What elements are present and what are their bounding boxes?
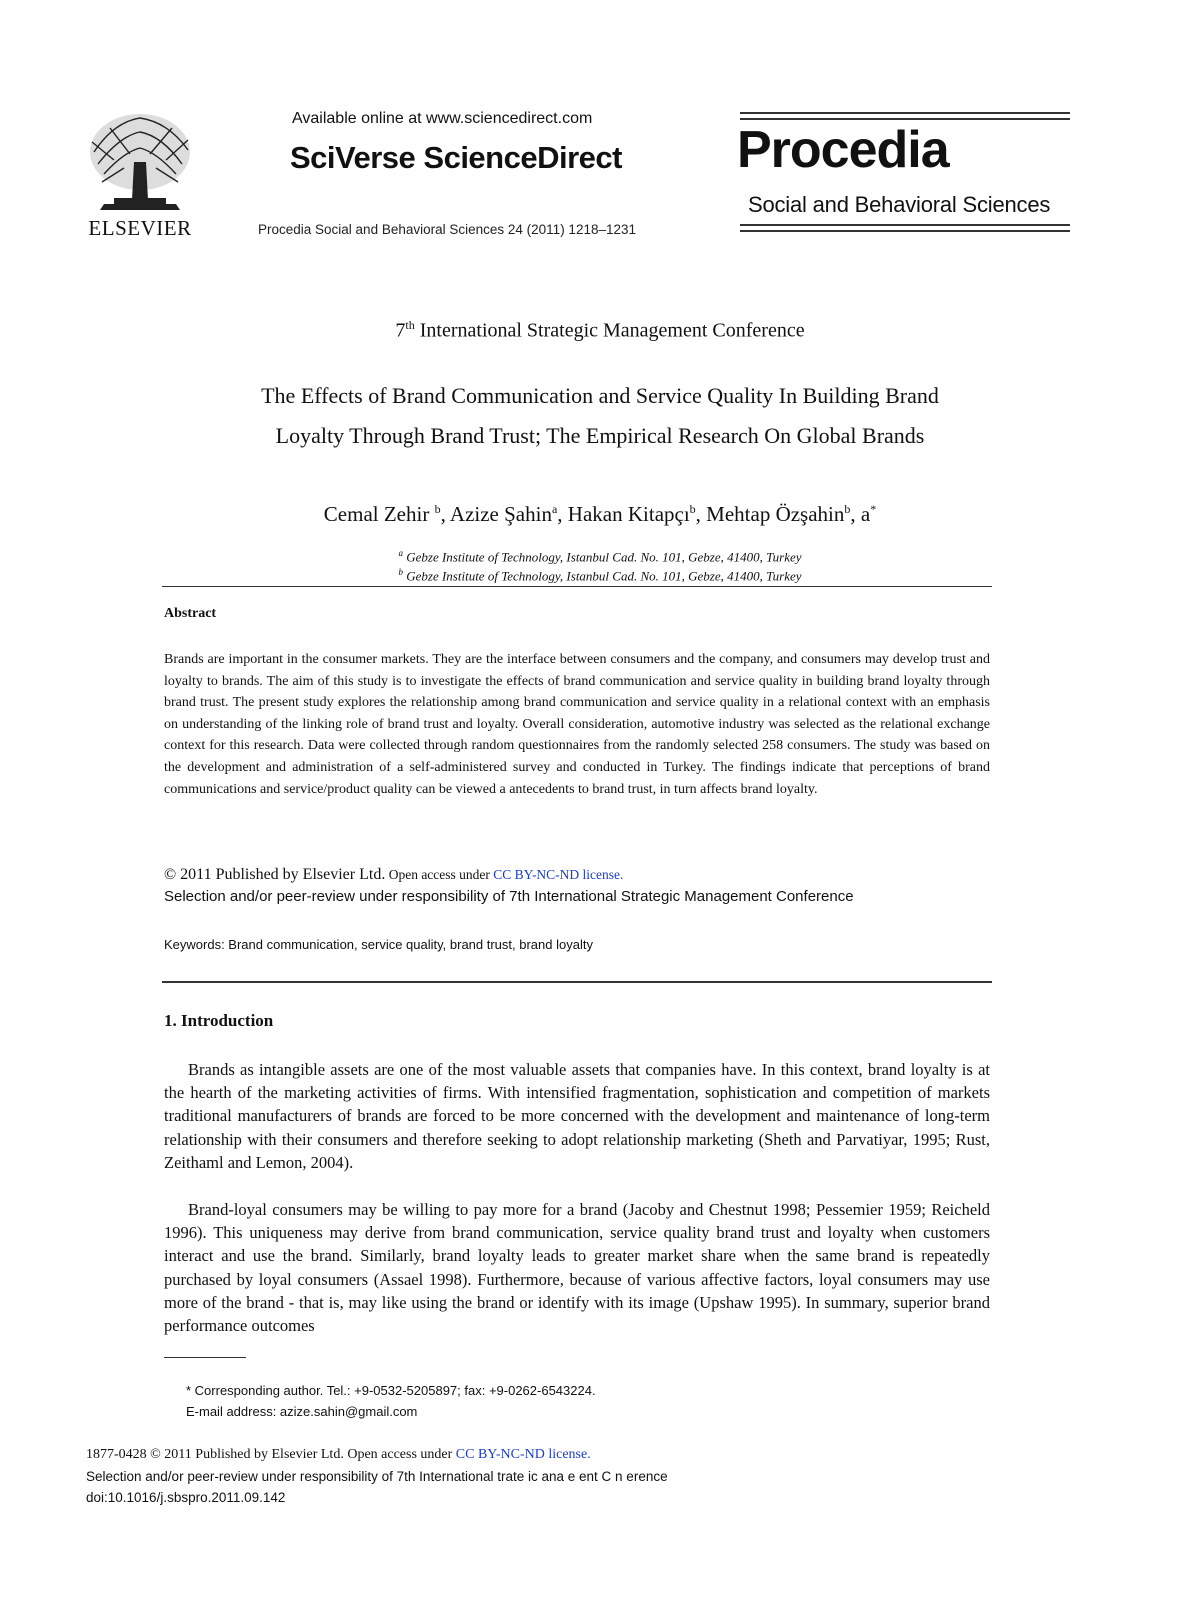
footnote-rule [164,1357,246,1358]
affiliation-b: $^b$ Gebze Institute of Technology, Istanbul Cad. No. 101, Gebze, 41400, Turkey [398,567,802,584]
procedia-rule-top-2 [740,118,1070,120]
abstract-heading: Abstract [164,606,217,621]
elsevier-tree-logo [84,112,196,212]
copyright-line: © 2011 Published by Elsevier Ltd. Open access under CC BY-NC-ND license. [164,866,624,883]
license-link[interactable]: CC BY-NC-ND license. [493,867,624,882]
procedia-rule-top-1 [740,112,1070,114]
elsevier-wordmark: ELSEVIER [88,216,192,240]
intro-paragraph-1: Brands as intangible assets are one of the most valuable assets that companies have. In this context, brand loyalty is at the hearth of the marketing activities of firms. With intensified fragmentation, sophistication and competition of markets traditional manufacturers of brands are forced to be more concerned with the development and maintenance of long-term relationship with their consumers and therefore seeking to adopt relationship marketing (Sheth and Parvatiyar, 1995; Rust, Zeithaml and Lemon, 2004). [164,1060,990,1172]
journal-reference: Procedia Social and Behavioral Sciences 24 (2011) 1218–1231 [258,222,637,237]
footer-peer-review: Selection and/or peer-review under responsibility of 7th International trate ic ana e ent C n erence [86,1469,668,1484]
section-heading-introduction: 1. Introduction [164,1011,274,1030]
affiliation-a: $^a$ Gebze Institute of Technology, Istanbul Cad. No. 101, Gebze, 41400, Turkey [398,548,802,565]
paper-title-line-2: Loyalty Through Brand Trust; The Empirical Research On Global Brands [275,423,925,448]
issn-copyright-footer: 1877-0428 © 2011 Published by Elsevier Ltd. Open access under CC BY-NC-ND license. [86,1447,591,1462]
procedia-subtitle: Social and Behavioral Sciences [748,192,1051,217]
paper-title-line-1: The Effects of Brand Communication and Service Quality In Building Brand [261,383,939,408]
divider-rule [162,586,992,587]
procedia-rule-bottom-2 [740,230,1070,232]
doi[interactable]: doi:10.1016/j.sbspro.2011.09.142 [86,1490,286,1505]
conference-name: 7th International Strategic Management Conference [395,318,805,342]
author-list: Cemal Zehir $^b$, Azize Şahin$^a$, Hakan Kitapçı$^b$, Mehtap Özşahin$^b$, a* [323,502,877,526]
divider-rule-thick [162,981,992,983]
intro-paragraph-2: Brand-loyal consumers may be willing to pay more for a brand (Jacoby and Chestnut 1998; Pessemier 1959; Reicheld 1996). This uniqueness may derive from brand communication, service quality brand trust and loyalty when customers interact and use the brand. Similarly, brand loyalty leads to greater market share when the same brand is repeatedly purchased by loyal consumers (Assael 1998). Furthermore, because of various affective factors, loyal consumers may use more of the brand - that is, may like using the brand or identify with its image (Upshaw 1995). In summary, superior brand performance outcomes [164,1200,990,1336]
sciverse-sciencedirect-logo: SciVerse ScienceDirect [290,140,622,175]
corresponding-author-footnote: * Corresponding author. Tel.: +9-0532-5205897; fax: +9-0262-6543224. [186,1383,596,1398]
procedia-rule-bottom-1 [740,224,1070,226]
paper-title [100,376,1100,456]
email-footnote: E-mail address: azize.sahin@gmail.com [186,1404,418,1419]
footer-license-link[interactable]: CC BY-NC-ND license. [455,1447,591,1462]
available-online-text: Available online at www.sciencedirect.com [292,110,593,127]
peer-review-statement: Selection and/or peer-review under responsibility of 7th International Strategic Management Conference [164,888,854,905]
procedia-logo: Procedia [737,121,949,179]
abstract-body: Brands are important in the consumer markets. They are the interface between consumers and the company, and consumers may develop trust and loyalty to brands. The aim of this study is to investigate the effects of brand communication and service quality in building brand loyalty through brand trust. The present study explores the relationship among brand communication and service quality in a relational context with an emphasis on understanding of the linking role of brand trust and loyalty. Overall consideration, automotive industry was selected as the relational exchange context for this research. Data were collected through random questionnaires from the randomly selected 258 consumers. The study was based on the development and administration of a self-administered survey and conducted in Turkey. The findings indicate that perceptions of brand communications and service/product quality can be viewed a antecedents to brand trust, in turn affects brand loyalty. [164,652,990,797]
keywords: Keywords: Brand communication, service quality, brand trust, brand loyalty [164,937,593,952]
